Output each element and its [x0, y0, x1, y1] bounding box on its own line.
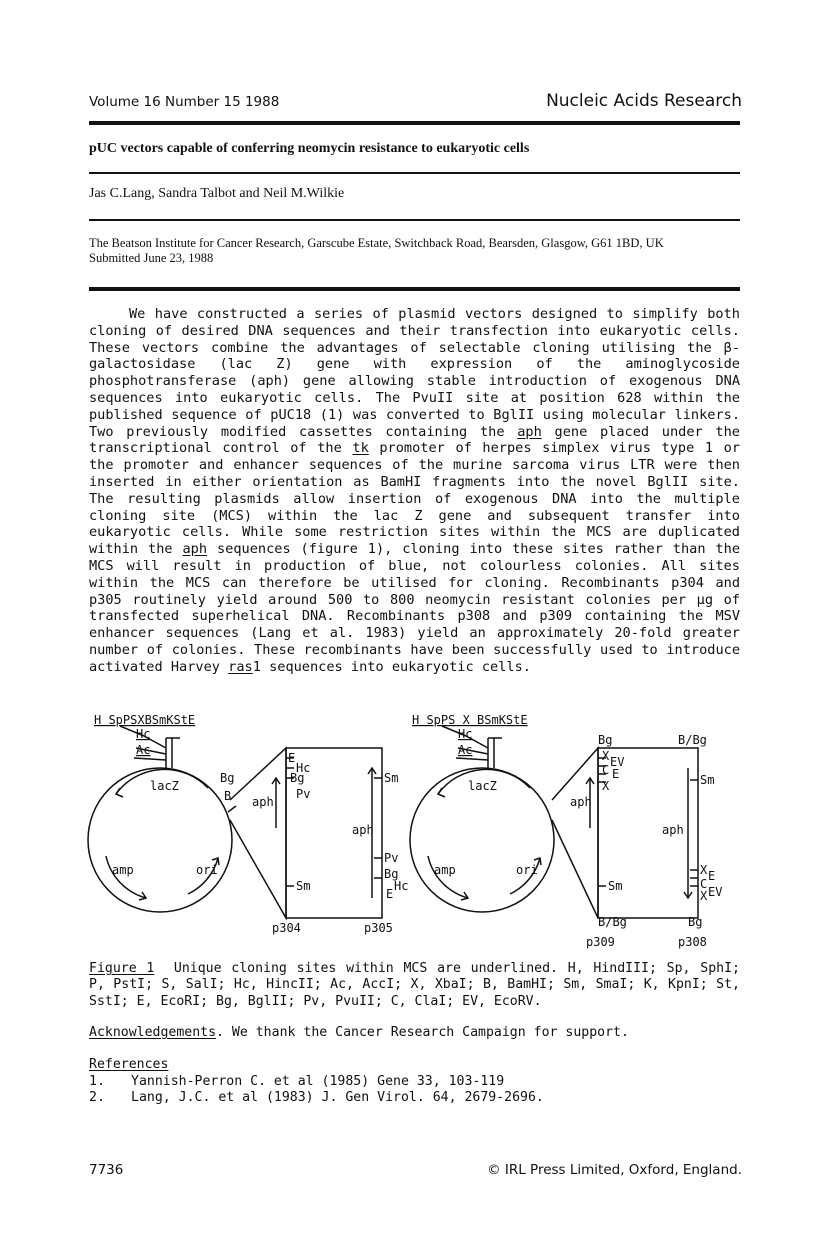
- hc-label: Hc: [136, 727, 151, 741]
- site-label: Bg: [598, 733, 613, 747]
- mcs-sites: H SpPS X BSmKStE: [412, 713, 528, 727]
- figure-caption: [89, 961, 740, 1010]
- plasmid-name: p304: [272, 921, 301, 935]
- site-label: EV: [610, 755, 625, 769]
- plasmid-map-left-labels: [94, 713, 408, 935]
- plasmid-name: p308: [678, 935, 707, 949]
- site-label: Sm: [384, 771, 399, 785]
- amp-label: amp: [434, 863, 456, 877]
- journal-name: Nucleic Acids Research: [546, 91, 742, 111]
- site-label: E: [612, 767, 620, 781]
- site-label: Bg: [290, 771, 305, 785]
- site-label: E: [386, 887, 394, 901]
- acknowledgements: [89, 1025, 740, 1041]
- affiliation-rule: [89, 287, 740, 291]
- site-label: X: [700, 863, 708, 877]
- gene-ras: ras: [228, 658, 253, 675]
- site-label: Bg: [688, 915, 703, 929]
- plasmid-map-right: [410, 726, 698, 918]
- lacz-label: lacZ: [150, 779, 179, 793]
- body-paragraph: We have constructed a series of plasmid vectors designed to simplify both cloning of desired DNA sequences and their transfection into eukaryotic cells. These vectors combine the advantages of selectable cloning utilising the β-galactosidase (lac Z) gene with expression of the aminoglycoside phosphotransferase (aph) gene allowing stable introduction of exogenous DNA sequences into eukaryotic cells. The PvuII site at position 628 within the published sequence of pUC18 (1) was converted to BglII using molecular linkers. Two previously modified cassettes containing the aph gene placed under the transcriptional control of the tk promoter of herpes simplex virus type 1 or the promoter and enhancer sequences of the murine sarcoma virus LTR were then inserted in either orientation as BamHI fragments into the novel BglII site. The resulting plasmids allow insertion of exogenous DNA into the multiple cloning site (MCS) within the lac Z gene and subsequent transfer into eukaryotic cells. While some restriction sites within the MCS are duplicated within the aph sequences (figure 1), cloning into these sites rather than the MCS will result in production of blue, not colourless colonies. All sites within the MCS can therefore be utilised for cloning. Recombinants p304 and p305 routinely yield around 500 to 800 neomycin resistant colonies per µg of transfected superhelical DNA. Recombinants p308 and p309 containing the MSV enhancer sequences (Lang et al. 1983) yield an approximately 20-fold greater number of colonies. These recombinants have been successfully used to introduce activated Harvey ras1 sequences into eukaryotic cells.: [89, 306, 741, 675]
- amp-label: amp: [112, 863, 134, 877]
- site-label: E: [708, 869, 716, 883]
- gene-tk: tk: [352, 440, 369, 457]
- affiliation: The Beatson Institute for Cancer Research, Garscube Estate, Switchback Road, Bearsden, Glasgow, G61 1BD, UK: [89, 236, 664, 250]
- site-label: C: [602, 763, 610, 777]
- submitted-date: Submitted June 23, 1988: [89, 250, 214, 265]
- authors: Jas C.Lang, Sandra Talbot and Neil M.Wilkie: [89, 186, 345, 201]
- aph-label: aph: [662, 823, 684, 837]
- site-label: X: [602, 749, 610, 763]
- site-label: C: [700, 877, 708, 891]
- figure-label: Figure 1: [89, 961, 155, 976]
- ack-label: Acknowledgements: [89, 1025, 217, 1040]
- reference-item: 1. Yannish-Perron C. et al (1985) Gene 33, 103-119: [89, 1074, 505, 1089]
- ori-label: ori: [196, 863, 218, 877]
- caption-text: Unique cloning sites within MCS are underlined. H, HindIII; Sp, SphI; P, PstI; S, SalI; Hc, HincII; Ac, AccI; X, XbaI; B, BamHI; Sm, SmaI; K, KpnI; St, SstI; E, EcoRI; Bg, BglII; Pv, PvuII; C, ClaI; EV, EcoRV.: [89, 961, 740, 1009]
- site-label: E: [288, 751, 296, 765]
- mcs-sites: H SpPSXBSmKStE: [94, 713, 196, 727]
- site-label: B/Bg: [598, 915, 627, 929]
- affiliation-block: [89, 236, 744, 265]
- reference-item: 2. Lang, J.C. et al (1983) J. Gen Virol. 64, 2679-2696.: [89, 1090, 544, 1105]
- site-label: Pv: [296, 787, 311, 801]
- plasmid-name: p305: [364, 921, 393, 935]
- references-heading: References: [89, 1057, 169, 1072]
- main-text: [89, 306, 740, 676]
- publisher-note: © IRL Press Limited, Oxford, England.: [487, 1162, 742, 1178]
- lacz-label: lacZ: [468, 779, 497, 793]
- volume-header: Volume 16 Number 15 1988: [89, 94, 280, 110]
- ac-label: Ac: [458, 743, 473, 757]
- bg-label: Bg: [220, 771, 235, 785]
- b-label: B: [224, 789, 232, 803]
- title-rule: [89, 172, 740, 174]
- site-label: X: [602, 779, 610, 793]
- site-label: Bg: [384, 867, 399, 881]
- authors-rule: [89, 219, 740, 221]
- site-label: Hc: [394, 879, 409, 893]
- ack-text: . We thank the Cancer Research Campaign for support.: [216, 1025, 629, 1040]
- plasmid-map-left: [88, 726, 382, 918]
- figure-1-plasmid-maps: [80, 708, 740, 958]
- site-label: B/Bg: [678, 733, 707, 747]
- gene-aph: aph: [517, 423, 542, 440]
- aph-label: aph: [352, 823, 374, 837]
- site-label: Pv: [384, 851, 399, 865]
- paper-title: pUC vectors capable of conferring neomycin resistance to eukaryotic cells: [89, 141, 530, 156]
- site-label: Sm: [700, 773, 715, 787]
- gene-aph: aph: [182, 541, 208, 558]
- ori-label: ori: [516, 863, 538, 877]
- aph-label: aph: [570, 795, 592, 809]
- site-label: Sm: [608, 879, 623, 893]
- site-label: EV: [708, 885, 723, 899]
- header-rule: [89, 121, 740, 125]
- aph-label: aph: [252, 795, 274, 809]
- ac-label: Ac: [136, 743, 151, 757]
- site-label: Hc: [296, 761, 311, 775]
- site-label: X: [700, 889, 708, 903]
- plasmid-name: p309: [586, 935, 615, 949]
- site-label: Sm: [296, 879, 311, 893]
- hc-label: Hc: [458, 727, 473, 741]
- page-number: 7736: [89, 1162, 124, 1178]
